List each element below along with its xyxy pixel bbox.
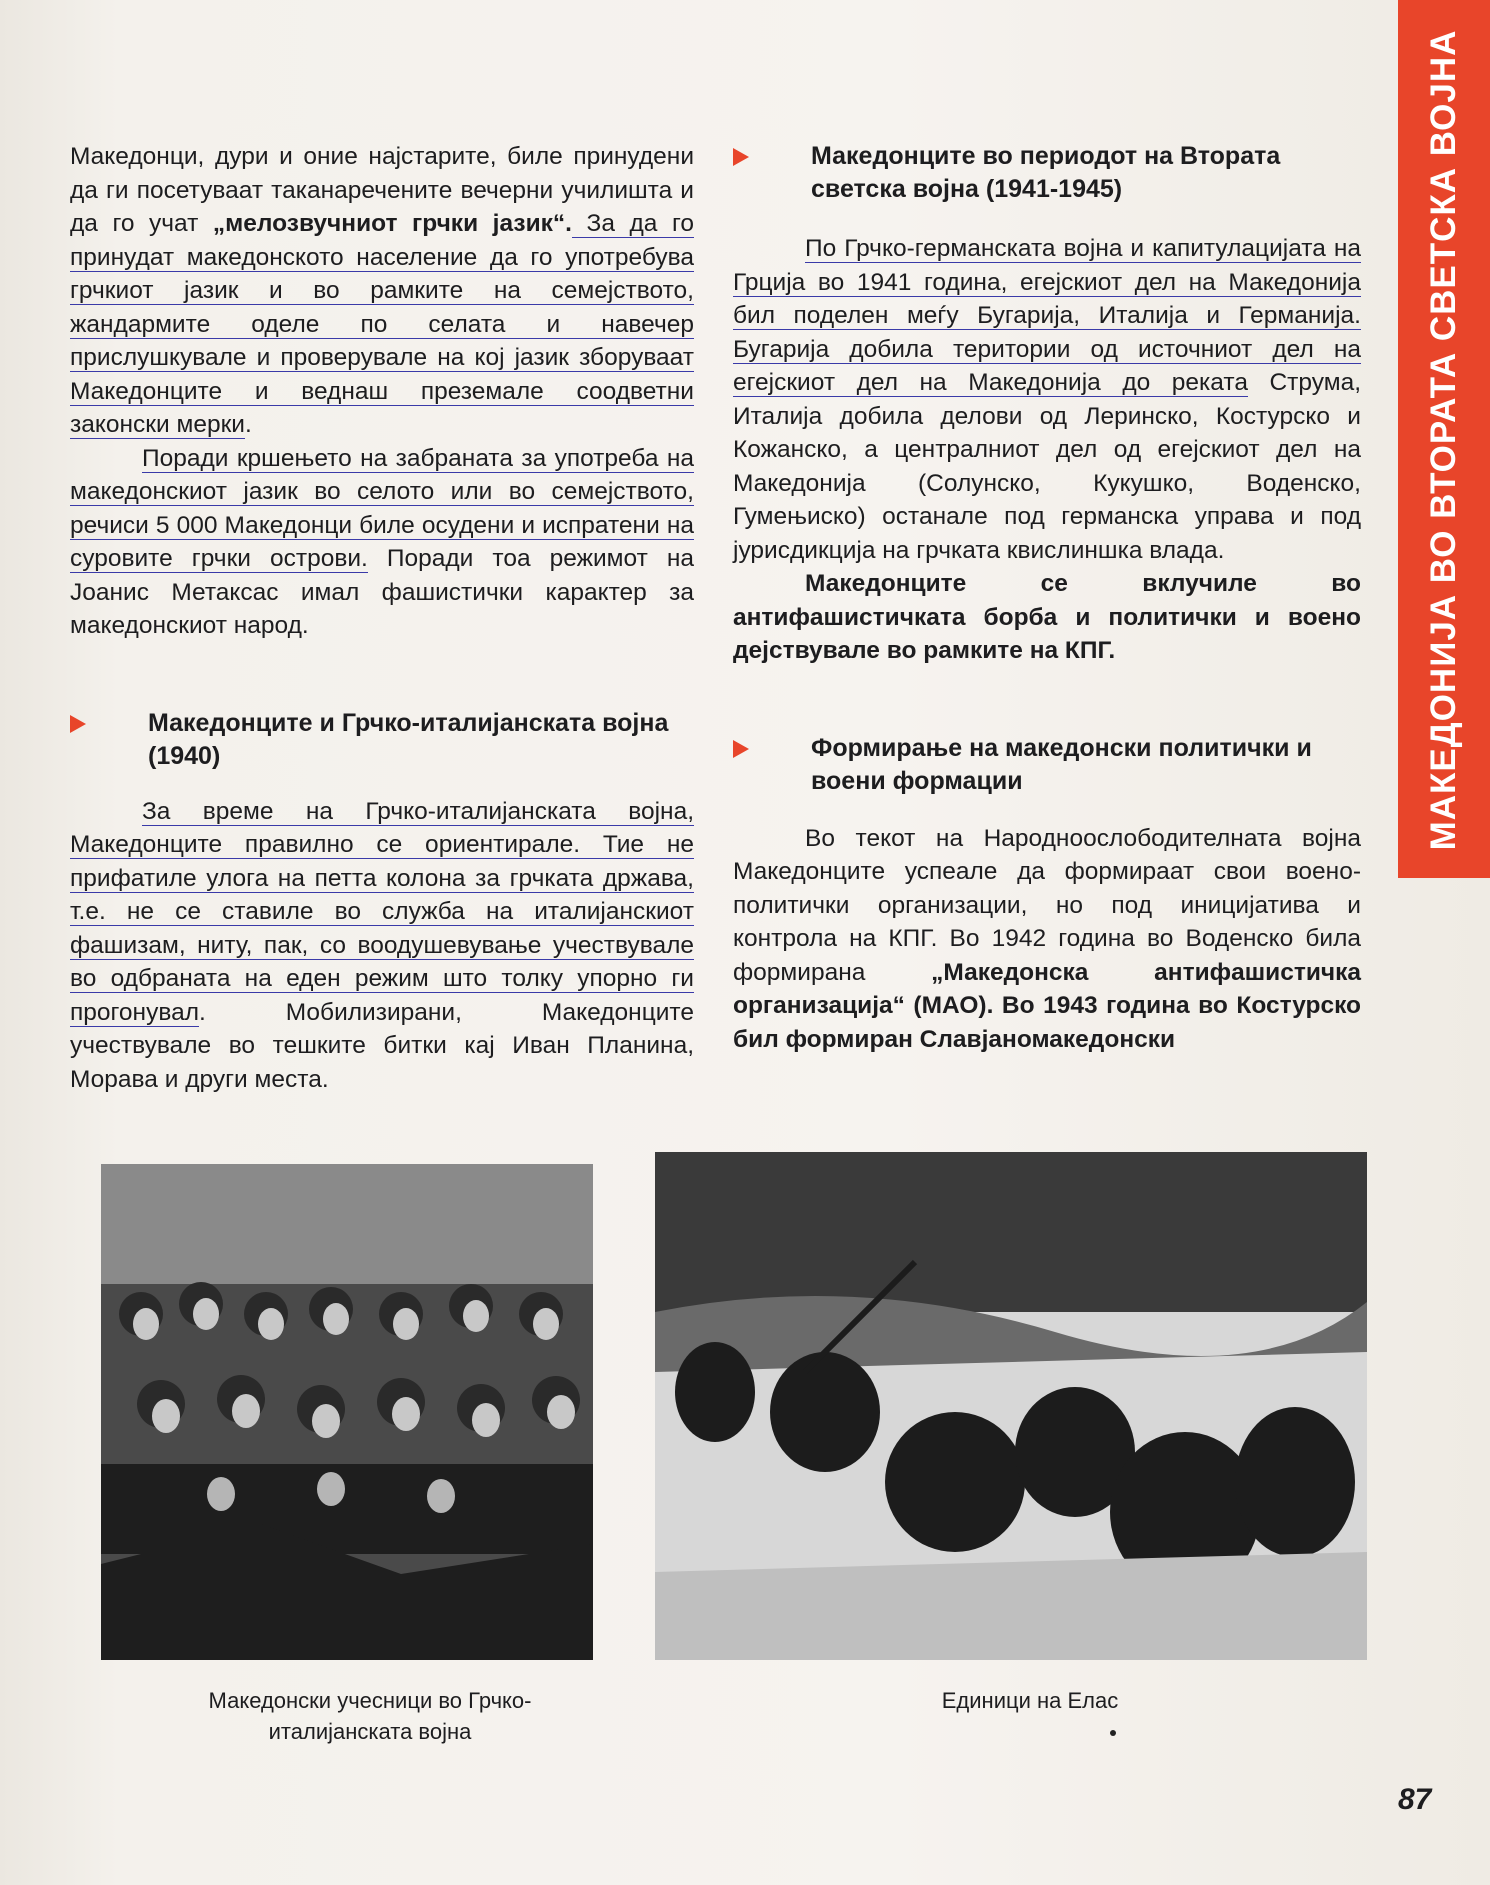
heading-greco-italian-war [70,707,694,773]
paragraph-4-underlined: По Грчко-германската војна и капитулацијата на Грција во 1941 година, егејскиот дел на Македонија бил поделен меѓу Бугарија, Италија и Германија. Бугарија добила територии од источниот дел на егејскиот дел на Македонија до реката [733,235,1361,396]
paragraph-2 [70,442,694,643]
arrow-icon [733,740,749,758]
chapter-side-tab [1398,0,1490,878]
paragraph-4 [733,232,1361,567]
paragraph-1-text: Македонци, дури и оние најстарите, биле принудени да ги посетуваат таканаречените вечерни училишта и да го учат [70,143,694,237]
heading-text: Македонците во периодот на Втората светска војна (1941-1945) [811,142,1281,203]
arrow-icon [70,715,86,733]
paragraph-1-underlined: За да го принудат македонското население да го употребува грчкиот јазик и во рамките на семејството, жандармите оделе по селата и навечер прислушкувале и проверувале на кој јазик зборуваат Македонците и веднаш преземале соодветни законски мерки [70,210,694,438]
heading-ww2-period [733,140,1361,206]
paragraph-1-bold: „мелозвучниот грчки јазик“. [212,210,572,237]
paragraph-3-text: . Мобилизирани, Македонците учествувале во тешките битки кај Иван Планина, Морава и други места. [70,998,694,1093]
speck [1110,1730,1116,1736]
paragraph-6 [733,822,1361,1057]
paragraph-3-underlined: За време на Грчко-италијанската војна, Македонците правилно се ориентирале. Тие не прифатиле улога на петта колона за грчката држава, т.е. не се ставиле во служба на италијанскиот фашизам, ниту, пак, со воодушевување учествувале во одбраната на еден режим што толку упорно ги прогонувал [70,797,694,1026]
photo-fighters-in-field [655,1152,1367,1660]
arrow-icon [733,148,749,166]
photo-macedonian-participants [101,1164,593,1660]
caption-right-photo: Единици на Елас [941,1688,1119,1713]
paragraph-2-text: Поради тоа режимот на Јоанис Метаксас имал фашистички карактер за македонскиот народ. [70,545,694,639]
paragraph-1 [70,140,694,442]
right-column [733,140,1361,1056]
paragraph-5: Македонците се вклучиле во антифашистичката борба и политички и воено дејствувале во рамките на КПГ. [733,570,1361,664]
heading-text: Македонците и Грчко-италијанската војна (1940) [148,708,669,770]
page-number: 87 [1398,1783,1432,1816]
paragraph-1-end: . [244,411,252,438]
photo-soldiers-group [101,1164,593,1660]
chapter-title: МАКЕДОНИЈА ВО ВТОРАТА СВЕТСКА ВОЈНА [1424,29,1463,851]
heading-formations [733,732,1361,798]
photo-elas-units [655,1152,1367,1660]
left-column [70,140,694,1096]
paragraph-4-text: Струма, Италија добила делови од Леринско, Костурско и Кожанско, а централниот дел од егејскиот дел на Македонија (Солунско, Кукушко, Воденско, Гумењиско) останале под германска управа и под јурисдикција на грчката квислиншка влада. [733,369,1361,564]
paragraph-3 [70,795,694,1097]
paragraph-2-underlined: Поради кршењето на забраната за употреба на македонскиот јазик во селото или во семејството, речиси 5 000 Македонци биле осудени и испратени на суровите грчки острови. [70,444,694,572]
caption-left-photo: Македонски учесници во Грчко-италијанската војна [208,1688,532,1744]
paragraph-6-text: Во текот на Народноослободителната војна Македонците успеале да формираат свои воено-политички организации, но под иницијатива и контрола на КПГ. Во 1942 година во Воденско била формирана [733,824,1361,986]
heading-text: Формирање на македонски политички и воени формации [811,733,1312,795]
paragraph-6-bold: „Македонска антифашистичка организација“ (МАО). Во 1943 година во Костурско бил формиран Славјаномакедонски [733,958,1361,1053]
